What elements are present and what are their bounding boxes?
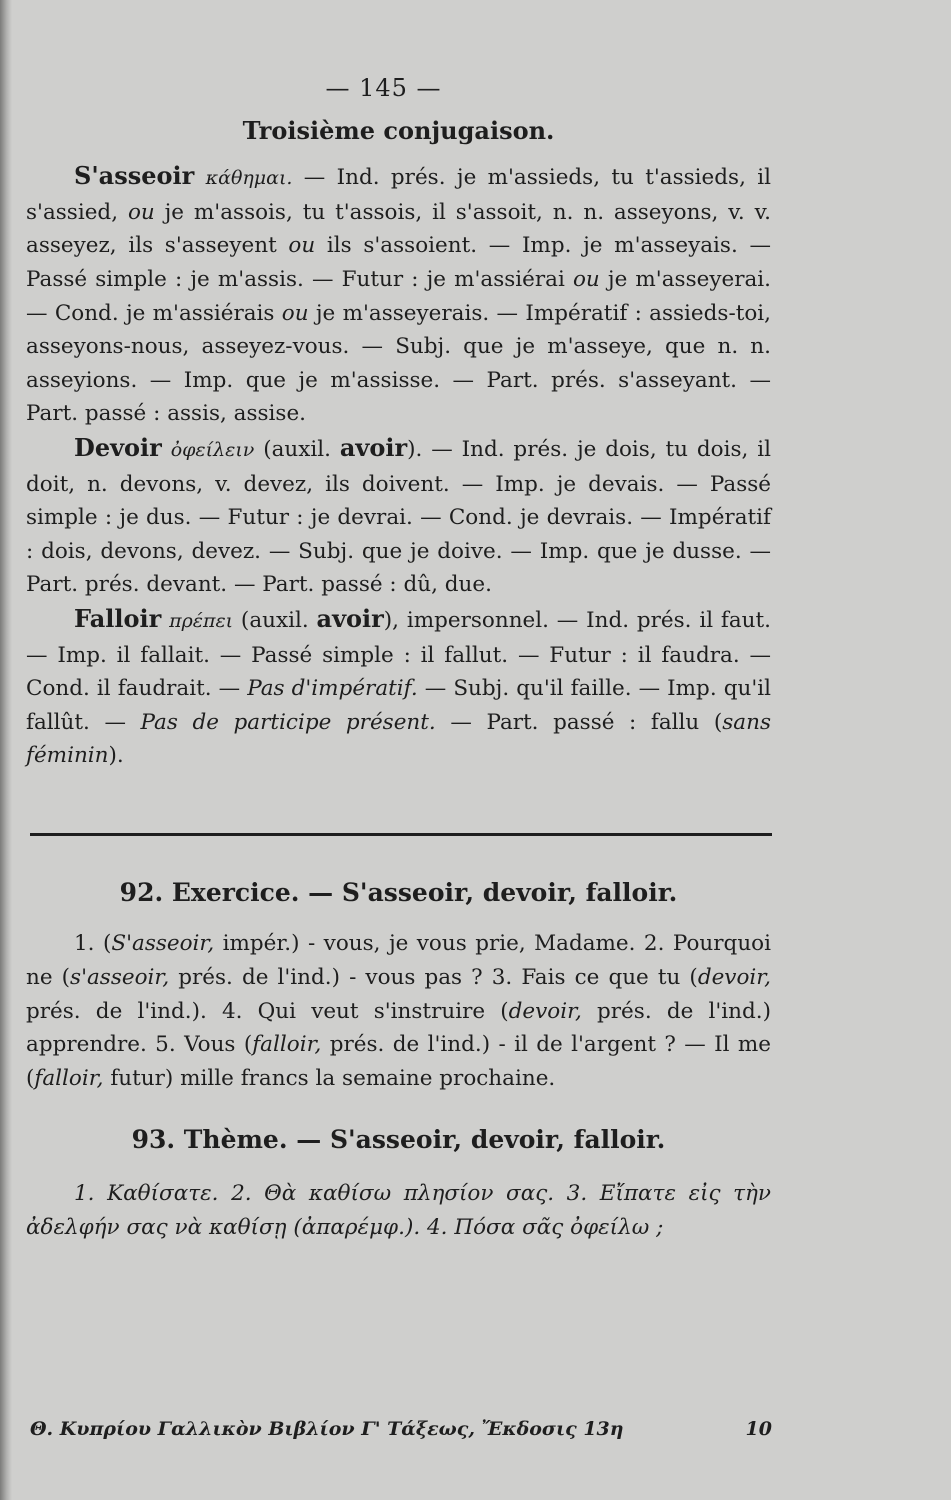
- italic-text: devoir,: [697, 965, 772, 991]
- text-run: prés. de l'ind.) apprendre. 5. Vous (: [26, 998, 771, 1058]
- italic-text: Pas d'impératif.: [247, 676, 418, 702]
- greek-translation: ὀφείλειν: [170, 438, 255, 461]
- page-footer: [30, 1418, 772, 1440]
- auxiliary-verb: avoir: [339, 432, 408, 462]
- italic-text: sans féminin: [26, 709, 771, 769]
- footer-imprint: Θ. Κυπρίου Γαλλικὸν Βιβλίον Γ' Τάξεως, Ἔκδοσις 13η: [30, 1418, 624, 1440]
- text-run: ils s'assoient. — Imp. je m'asseyais. — Passé simple : je m'assis. — Futur : je m'assiérai: [26, 233, 771, 292]
- italic-text: ou: [281, 300, 309, 326]
- page-content: [26, 72, 771, 1244]
- section-divider: [30, 833, 772, 836]
- italic-text: falloir,: [252, 1032, 322, 1058]
- verb-entry-devoir: [26, 431, 771, 602]
- italic-text: falloir,: [34, 1065, 104, 1091]
- verb-entry-falloir: [26, 602, 771, 773]
- text-run: ). — Ind. prés. je dois, tu dois, il doit, n. devons, v. devez, ils doivent. — Imp. je devais. — Passé simple : je dus. — Futur : je devrai. — Cond. je devrais. — Impératif : dois, devons, devez. — Subj. que je doive. — Imp. que je dusse. — Part. prés. devant. — Part. passé : dû, due.: [26, 436, 771, 598]
- italic-text: S'asseoir,: [111, 931, 215, 957]
- sheet-number: 10: [745, 1418, 772, 1440]
- text-run: — Part. passé : fallu (: [435, 709, 723, 735]
- italic-text: ou: [572, 266, 600, 292]
- text-run: prés. de l'ind.) - vous pas ? 3. Fais ce que tu (: [169, 965, 698, 991]
- text-run: je m'asseyerais. — Impératif : assieds-toi, asseyons-nous, asseyez-vous. — Subj. que je m'asseye, que n. n. asseyions. — Imp. que je m'assisse. — Part. prés. s'asseyant. — Part. passé : assis, assise.: [26, 300, 771, 427]
- italic-text: ou: [288, 233, 316, 259]
- text-run: — Subj. qu'il faille. — Imp. qu'il fallût. —: [26, 676, 771, 735]
- text-run: ).: [108, 743, 124, 769]
- exercise-title: 92. Exercice. — S'asseoir, devoir, falloir.: [119, 877, 678, 907]
- entry-body: [26, 165, 771, 426]
- theme-title: 93. Thème. — S'asseoir, devoir, falloir.: [131, 1125, 666, 1155]
- text-run: impér.) - vous, je vous prie, Madame. 2. Pourquoi ne (: [26, 931, 771, 991]
- italic-text: Pas de participe présent.: [140, 709, 436, 735]
- text-run: (auxil.: [233, 607, 317, 633]
- italic-text: ou: [127, 199, 155, 225]
- verb-entry-sasseoir: [26, 159, 771, 431]
- headword: S'asseoir: [74, 161, 195, 191]
- text-run: ), impersonnel. — Ind. prés. il faut. — Imp. il fallait. — Passé simple : il fallut. — Futur : il faudra. — Cond. il faudrait. —: [26, 607, 772, 702]
- auxiliary-verb: avoir: [316, 603, 384, 633]
- text-run: prés. de l'ind.) - il de l'argent ? — Il me (: [26, 1032, 771, 1091]
- text-run: je m'asseyerai. — Cond. je m'assiérais: [26, 266, 771, 326]
- greek-translation: κάθημαι.: [205, 167, 293, 190]
- section-title: Troisième conjugaison.: [242, 115, 555, 145]
- text-run: futur) mille francs la semaine prochaine.: [103, 1065, 556, 1091]
- text-run: — Ind. prés. je m'assieds, tu t'assieds, il s'assied,: [26, 165, 771, 225]
- greek-translation: πρέπει: [169, 609, 234, 632]
- text-run: prés. de l'ind.). 4. Qui veut s'instruire (: [26, 998, 509, 1024]
- text-run: 1. (: [74, 931, 112, 957]
- theme-text: 1. Καθίσατε. 2. Θὰ καθίσω πλησίον σας. 3. Εἴπατε εἰς τὴν ἀδελφήν σας νὰ καθίσῃ (ἀπαρέμφ.). 4. Πόσα σᾶς ὀφείλω ;: [26, 1181, 771, 1240]
- text-run: (auxil.: [254, 436, 340, 462]
- headword: Devoir: [74, 432, 162, 462]
- exercise-text: [26, 927, 771, 1095]
- text-run: je m'assois, tu t'assois, il s'assoit, n. n. asseyons, v. v. asseyez, ils s'asseyent: [26, 199, 771, 259]
- headword: Falloir: [74, 603, 162, 633]
- italic-text: s'asseoir,: [70, 965, 170, 991]
- italic-text: devoir,: [508, 998, 582, 1024]
- page-number: — 145 —: [325, 74, 442, 102]
- page-binding-shadow: [0, 0, 12, 1500]
